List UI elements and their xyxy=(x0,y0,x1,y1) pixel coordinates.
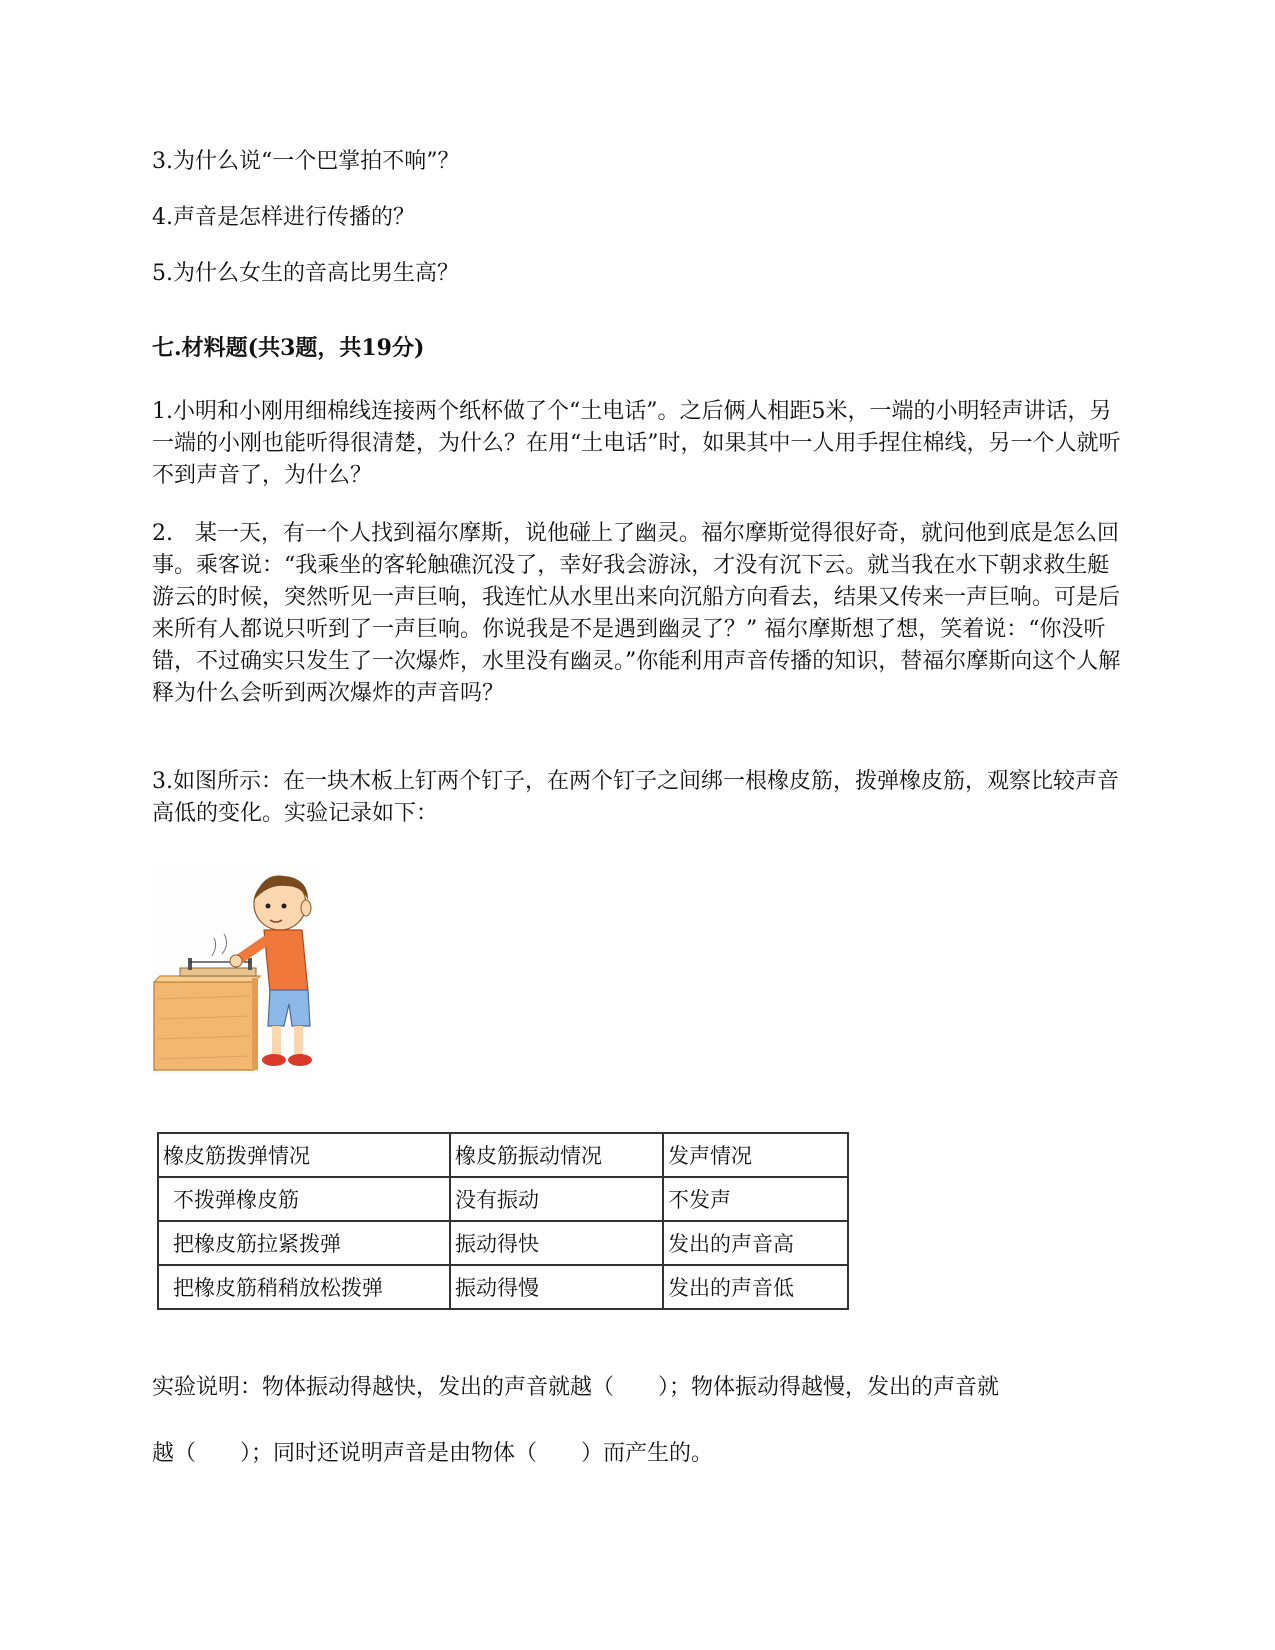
table-cell: 发出的声音低 xyxy=(663,1265,848,1309)
table-row xyxy=(158,1265,848,1309)
material-question-1: 1.小明和小刚用细棉线连接两个纸杯做了个“土电话”。之后俩人相距5米，一端的小明轻声讲话，另一端的小刚也能听得很清楚，为什么？在用“土电话”时，如果其中一人用手捏住棉线，另一个人就听不到声音了，为什么？ xyxy=(152,399,1121,488)
table-cell: 不拨弹橡皮筋 xyxy=(158,1177,450,1221)
experiment-record-table xyxy=(157,1132,849,1310)
table-header-cell: 橡皮筋拨弹情况 xyxy=(158,1133,450,1177)
table-cell: 把橡皮筋稍稍放松拨弹 xyxy=(158,1265,450,1309)
table-cell: 不发声 xyxy=(663,1177,848,1221)
question-4: 4.声音是怎样进行传播的？ xyxy=(152,205,415,230)
section-heading: 七.材料题(共3题，共19分) xyxy=(152,335,425,361)
table-cell: 发出的声音高 xyxy=(663,1221,848,1265)
table-cell: 把橡皮筋拉紧拨弹 xyxy=(158,1221,450,1265)
material-question-2: 2. 某一天，有一个人找到福尔摩斯，说他碰上了幽灵。福尔摩斯觉得很好奇，就问他到底是怎么回事。乘客说：“我乘坐的客轮触礁沉没了，幸好我会游泳，才没有沉下云。就当我在水下朝求救生艇游云的时候，突然听见一声巨响，我连忙从水里出来向沉船方向看去，结果又传来一声巨响。可是后来所有人都说只听到了一声巨响。你说我是不是遇到幽灵了？” 福尔摩斯想了想，笑着说：“你没听错，不过确实只发生了一次爆炸，水里没有幽灵。”你能利用声音传播的知识，替福尔摩斯向这个人解释为什么会听到两次爆炸的声音吗？ xyxy=(152,521,1121,706)
question-5: 5.为什么女生的音高比男生高？ xyxy=(152,261,459,286)
experiment-illustration xyxy=(152,864,314,1074)
table-header-cell: 橡皮筋振动情况 xyxy=(450,1133,663,1177)
table-row xyxy=(158,1221,848,1265)
table-header-row xyxy=(158,1133,848,1177)
table-row xyxy=(158,1177,848,1221)
question-3: 3.为什么说“一个巴掌拍不响”？ xyxy=(152,149,460,174)
table-cell: 振动得快 xyxy=(450,1221,663,1265)
table-cell: 振动得慢 xyxy=(450,1265,663,1309)
table-cell: 没有振动 xyxy=(450,1177,663,1221)
conclusion-line-2: 越（ ）；同时还说明声音是由物体（ ）而产生的。 xyxy=(152,1441,714,1466)
conclusion-line-1: 实验说明：物体振动得越快，发出的声音就越（ ）；物体振动得越慢，发出的声音就 xyxy=(152,1375,1000,1400)
material-question-3: 3.如图所示：在一块木板上钉两个钉子，在两个钉子之间绑一根橡皮筋，拨弹橡皮筋，观察比较声音高低的变化。实验记录如下： xyxy=(152,769,1119,826)
table-header-cell: 发声情况 xyxy=(663,1133,848,1177)
